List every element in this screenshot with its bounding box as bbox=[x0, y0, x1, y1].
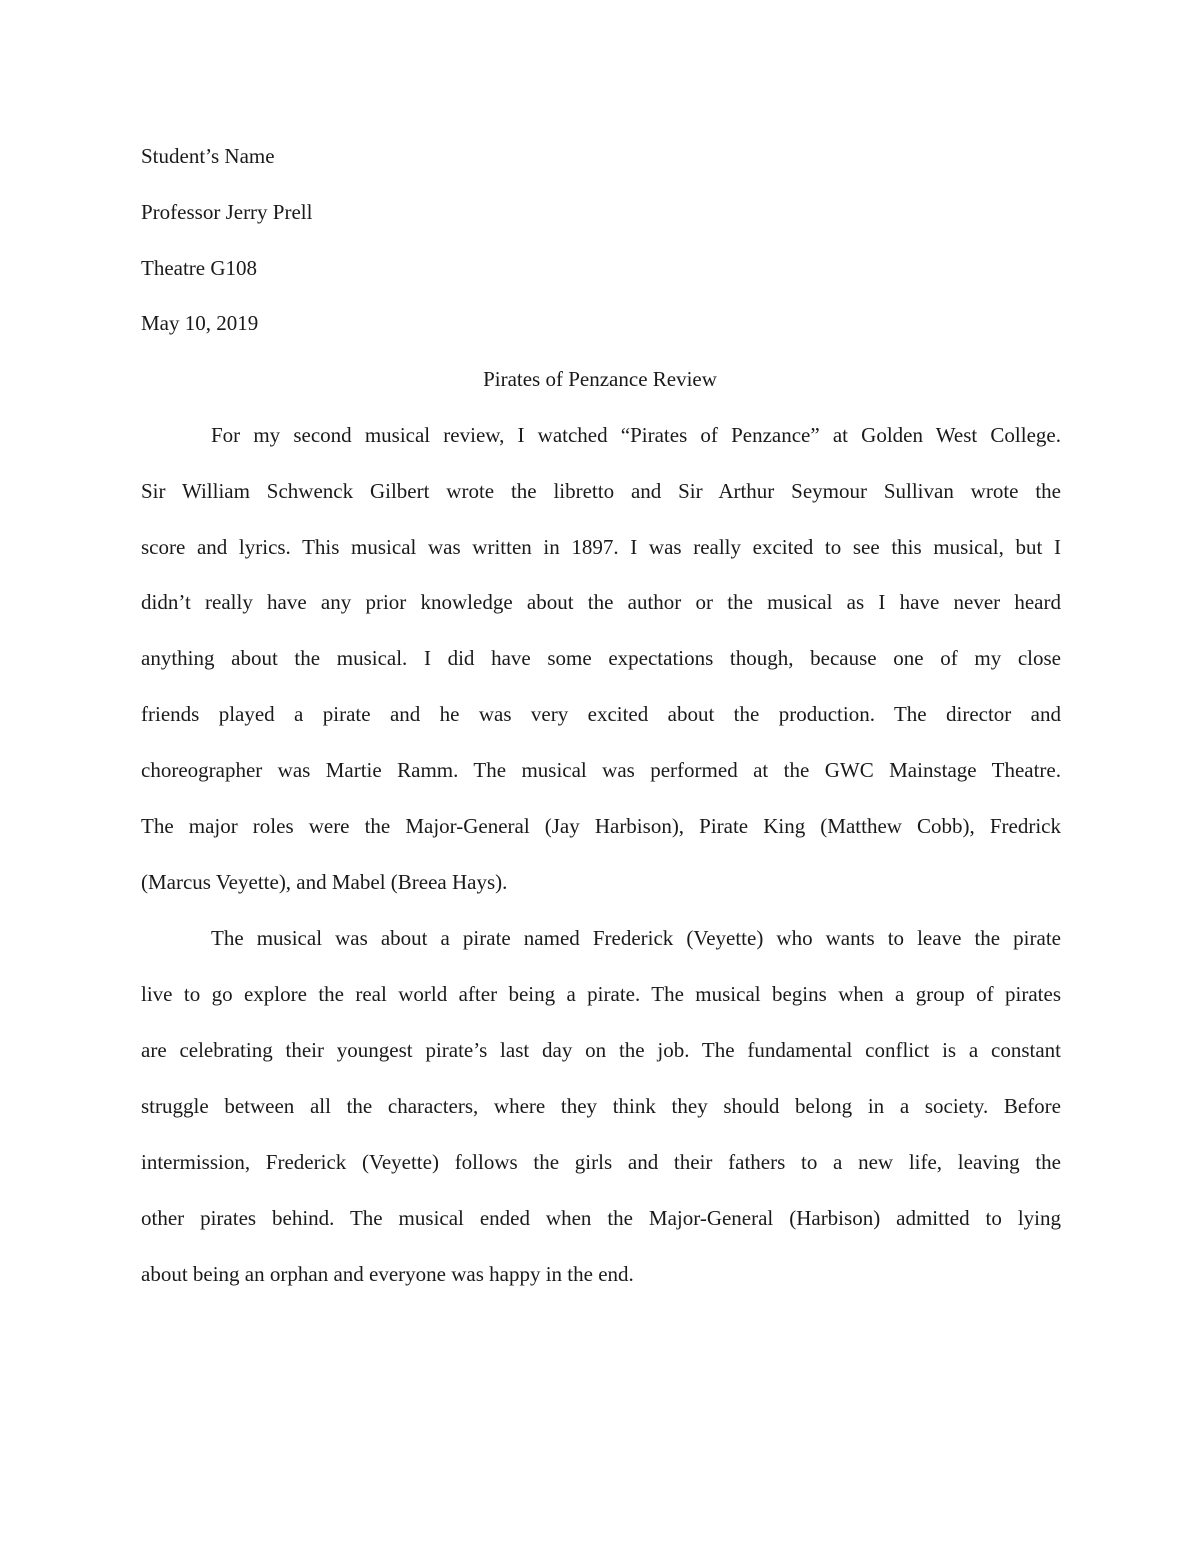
paragraph-line: The major roles were the Major-General (Jay Harbison), Pirate King (Matthew Cobb), Fredrick bbox=[141, 814, 1061, 838]
paragraph-line: are celebrating their youngest pirate’s last day on the job. The fundamental conflict is a constant bbox=[141, 1038, 1061, 1062]
paragraph-line: live to go explore the real world after being a pirate. The musical begins when a group of pirates bbox=[141, 982, 1061, 1006]
professor-name: Professor Jerry Prell bbox=[141, 200, 313, 224]
paragraph-line: The musical was about a pirate named Frederick (Veyette) who wants to leave the pirate bbox=[211, 926, 1061, 950]
document-title: Pirates of Penzance Review bbox=[483, 367, 717, 391]
paragraph-line: anything about the musical. I did have some expectations though, because one of my close bbox=[141, 646, 1061, 670]
paragraph-line: didn’t really have any prior knowledge about the author or the musical as I have never heard bbox=[141, 590, 1061, 614]
paragraph-line: Sir William Schwenck Gilbert wrote the libretto and Sir Arthur Seymour Sullivan wrote the bbox=[141, 479, 1061, 503]
submission-date: May 10, 2019 bbox=[141, 311, 259, 335]
student-name: Student’s Name bbox=[141, 144, 275, 168]
paragraph-line: choreographer was Martie Ramm. The musical was performed at the GWC Mainstage Theatre. bbox=[141, 758, 1061, 782]
paragraph-line: score and lyrics. This musical was written in 1897. I was really excited to see this musical, but I bbox=[141, 535, 1061, 559]
paragraph-line: other pirates behind. The musical ended when the Major-General (Harbison) admitted to lying bbox=[141, 1206, 1061, 1230]
paragraph-line: friends played a pirate and he was very excited about the production. The director and bbox=[141, 702, 1061, 726]
paragraph-line: about being an orphan and everyone was happy in the end. bbox=[141, 1262, 634, 1286]
course-name: Theatre G108 bbox=[141, 256, 258, 280]
paragraph-line: (Marcus Veyette), and Mabel (Breea Hays). bbox=[141, 870, 508, 894]
paragraph-line: For my second musical review, I watched “Pirates of Penzance” at Golden West College. bbox=[211, 423, 1061, 447]
paragraph-line: intermission, Frederick (Veyette) follows the girls and their fathers to a new life, leaving the bbox=[141, 1150, 1061, 1174]
paragraph-line: struggle between all the characters, where they think they should belong in a society. Before bbox=[141, 1094, 1061, 1118]
